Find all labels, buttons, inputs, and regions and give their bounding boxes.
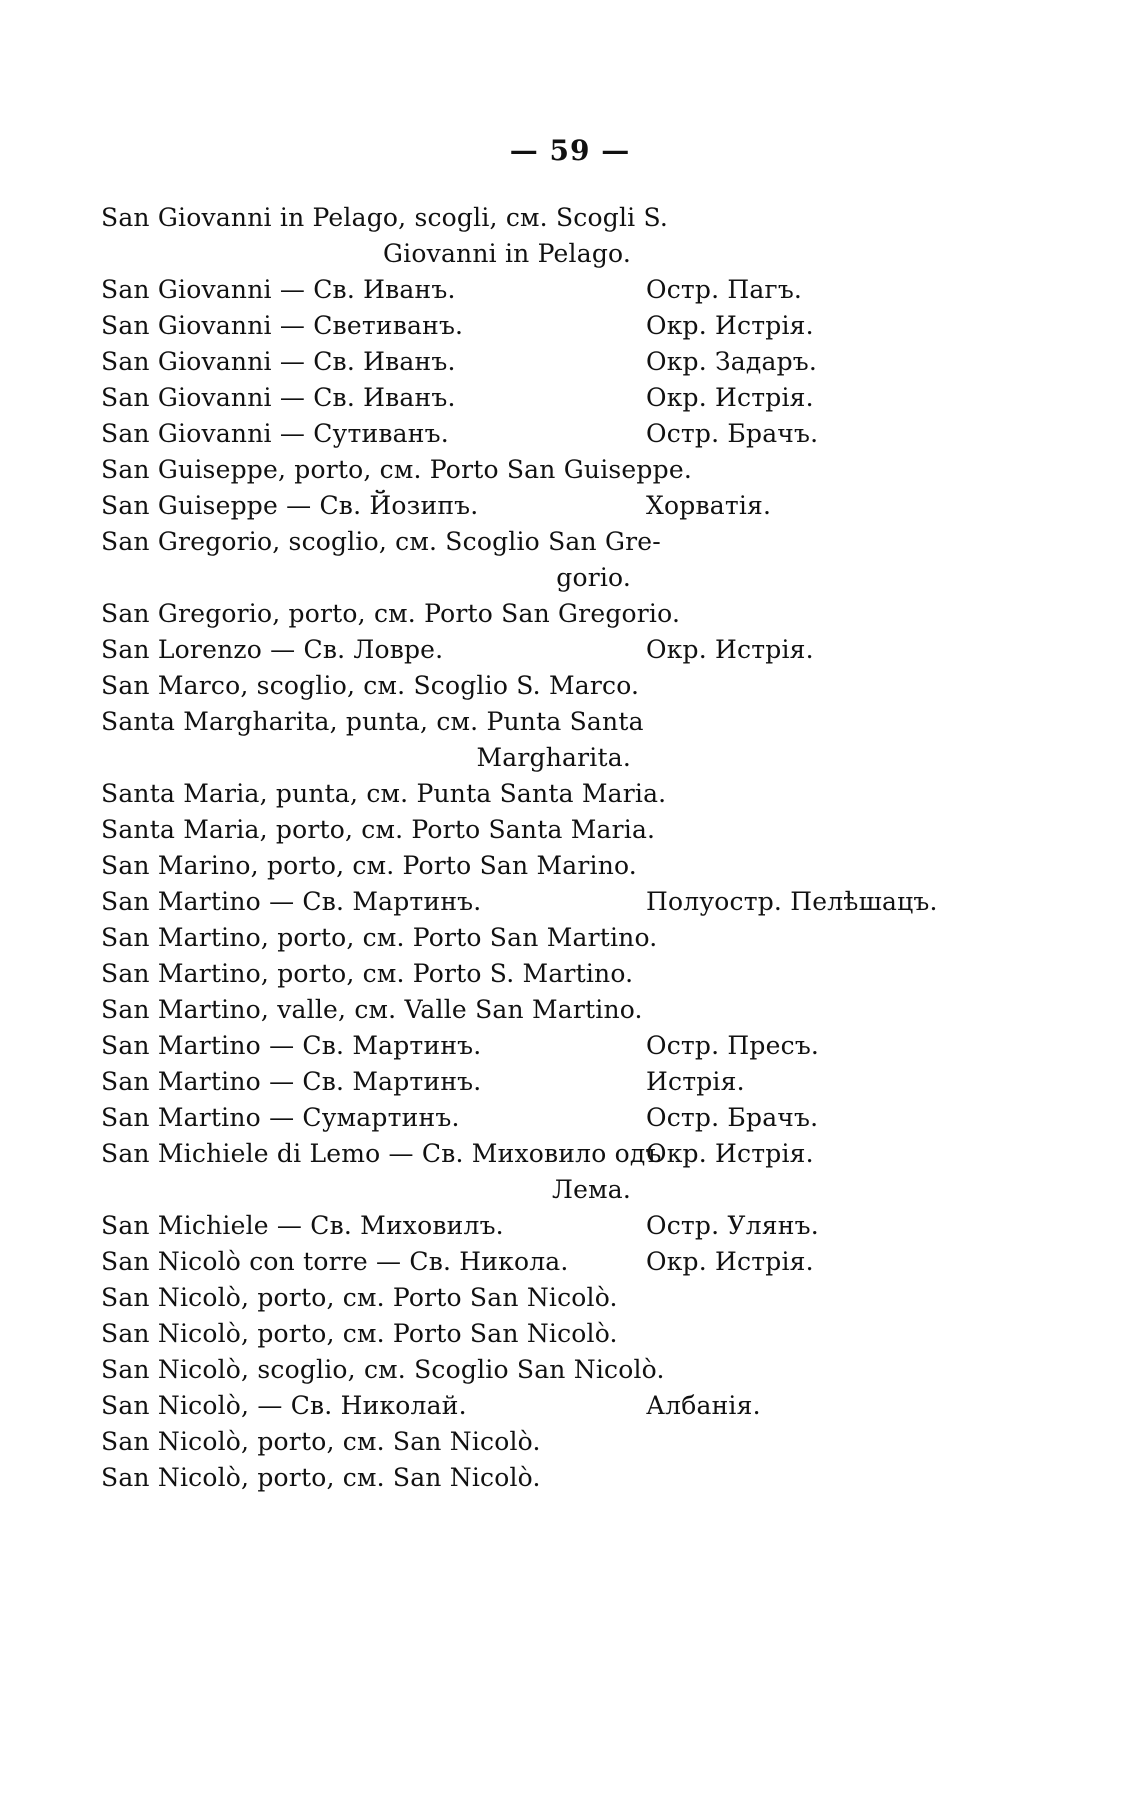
entry-row — [101, 1424, 1101, 1460]
entry-row — [101, 272, 1101, 308]
entry-location: Хорватія. — [646, 491, 772, 520]
entry-location: Полуостр. Пелѣшацъ. — [646, 887, 938, 916]
page-number: — 59 — — [509, 134, 631, 167]
entry-term: San Nicolò, porto, см. Porto San Nicolò. — [101, 1283, 618, 1312]
entry-location: Остр. Брачъ. — [646, 419, 819, 448]
entry-term: San Gregorio, scoglio, см. Scoglio San Gre- — [101, 527, 661, 556]
entry-row — [101, 884, 1101, 920]
entry-row — [101, 1460, 1101, 1496]
entry-row — [101, 1280, 1101, 1316]
entry-term: San Giovanni — Светиванъ. — [101, 311, 464, 340]
entry-row — [101, 1244, 1101, 1280]
entry-term: San Nicolò, porto, см. Porto San Nicolò. — [101, 1319, 618, 1348]
entry-location: Остр. Брачъ. — [646, 1103, 819, 1132]
entry-row — [101, 344, 1101, 380]
entry-location: Истрія. — [646, 1067, 745, 1096]
entry-term: San Martino — Св. Мартинъ. — [101, 1067, 482, 1096]
entry-term: Santa Margharita, punta, см. Punta Santa — [101, 707, 644, 736]
entry-row — [101, 1172, 1101, 1208]
entry-term: San Nicolò con torre — Св. Никола. — [101, 1247, 569, 1276]
entry-location: Остр. Пресъ. — [646, 1031, 820, 1060]
entry-row — [101, 488, 1101, 524]
entry-term: San Martino, valle, см. Valle San Martino. — [101, 995, 643, 1024]
entry-location: Окр. Истрія. — [646, 635, 814, 664]
entry-term: San Gregorio, porto, см. Porto San Gregorio. — [101, 599, 681, 628]
entry-row — [101, 524, 1101, 560]
entry-term: San Marco, scoglio, см. Scoglio S. Marco. — [101, 671, 640, 700]
entry-term: San Martino, porto, см. Porto S. Martino. — [101, 959, 634, 988]
entry-term: San Marino, porto, см. Porto San Marino. — [101, 851, 637, 880]
entry-row — [101, 632, 1101, 668]
entry-term: San Michiele di Lemo — Св. Миховило одъ — [101, 1139, 662, 1168]
entry-row — [101, 236, 1101, 272]
entry-location: Остр. Пагъ. — [646, 275, 803, 304]
entry-row — [101, 596, 1101, 632]
entry-row — [101, 1028, 1101, 1064]
entry-row — [101, 1208, 1101, 1244]
entry-continuation: Giovanni in Pelago. — [383, 239, 631, 268]
entry-term: San Giovanni in Pelago, scogli, см. Scogli S. — [101, 203, 669, 232]
entry-row — [101, 1064, 1101, 1100]
entry-row — [101, 1352, 1101, 1388]
entry-continuation: Лема. — [552, 1175, 631, 1204]
entry-term: San Nicolò, porto, см. San Nicolò. — [101, 1427, 541, 1456]
entry-location: Окр. Истрія. — [646, 311, 814, 340]
entry-term: Santa Maria, porto, см. Porto Santa Maria. — [101, 815, 656, 844]
entry-continuation: Margharita. — [476, 743, 631, 772]
entry-continuation: gorio. — [556, 563, 631, 592]
entry-term: San Guiseppe — Св. Йозипъ. — [101, 491, 479, 520]
entry-location: Окр. Истрія. — [646, 1247, 814, 1276]
entry-term: San Giovanni — Св. Иванъ. — [101, 275, 456, 304]
entry-row — [101, 1136, 1101, 1172]
entry-row — [101, 416, 1101, 452]
entry-row — [101, 668, 1101, 704]
entry-row — [101, 920, 1101, 956]
entry-row — [101, 1388, 1101, 1424]
entry-location: Албанія. — [646, 1391, 761, 1420]
entry-row — [101, 740, 1101, 776]
entry-term: San Michiele — Св. Миховилъ. — [101, 1211, 504, 1240]
entry-row — [101, 992, 1101, 1028]
entry-term: San Martino — Св. Мартинъ. — [101, 887, 482, 916]
entry-term: San Nicolò, scoglio, см. Scoglio San Nicolò. — [101, 1355, 665, 1384]
entry-term: San Giovanni — Св. Иванъ. — [101, 383, 456, 412]
entry-term: San Giovanni — Сутиванъ. — [101, 419, 449, 448]
entry-term: San Giovanni — Св. Иванъ. — [101, 347, 456, 376]
entry-location: Окр. Истрія. — [646, 1139, 814, 1168]
entry-term: San Martino, porto, см. Porto San Martino. — [101, 923, 658, 952]
entry-list — [101, 200, 1101, 1496]
entry-location: Окр. Задаръ. — [646, 347, 818, 376]
entry-term: San Guiseppe, porto, см. Porto San Guiseppe. — [101, 455, 692, 484]
entry-term: San Nicolò, — Св. Николай. — [101, 1391, 467, 1420]
entry-row — [101, 308, 1101, 344]
entry-row — [101, 1100, 1101, 1136]
entry-row — [101, 560, 1101, 596]
entry-location: Окр. Истрія. — [646, 383, 814, 412]
entry-term: San Lorenzo — Св. Ловре. — [101, 635, 444, 664]
entry-row — [101, 452, 1101, 488]
entry-term: Santa Maria, punta, см. Punta Santa Maria. — [101, 779, 667, 808]
entry-term: San Martino — Св. Мартинъ. — [101, 1031, 482, 1060]
entry-row — [101, 812, 1101, 848]
entry-row — [101, 1316, 1101, 1352]
entry-term: San Nicolò, porto, см. San Nicolò. — [101, 1463, 541, 1492]
entry-row — [101, 776, 1101, 812]
entry-row — [101, 848, 1101, 884]
entry-row — [101, 704, 1101, 740]
entry-location: Остр. Улянъ. — [646, 1211, 819, 1240]
entry-term: San Martino — Сумартинъ. — [101, 1103, 460, 1132]
entry-row — [101, 956, 1101, 992]
entry-row — [101, 200, 1101, 236]
entry-row — [101, 380, 1101, 416]
